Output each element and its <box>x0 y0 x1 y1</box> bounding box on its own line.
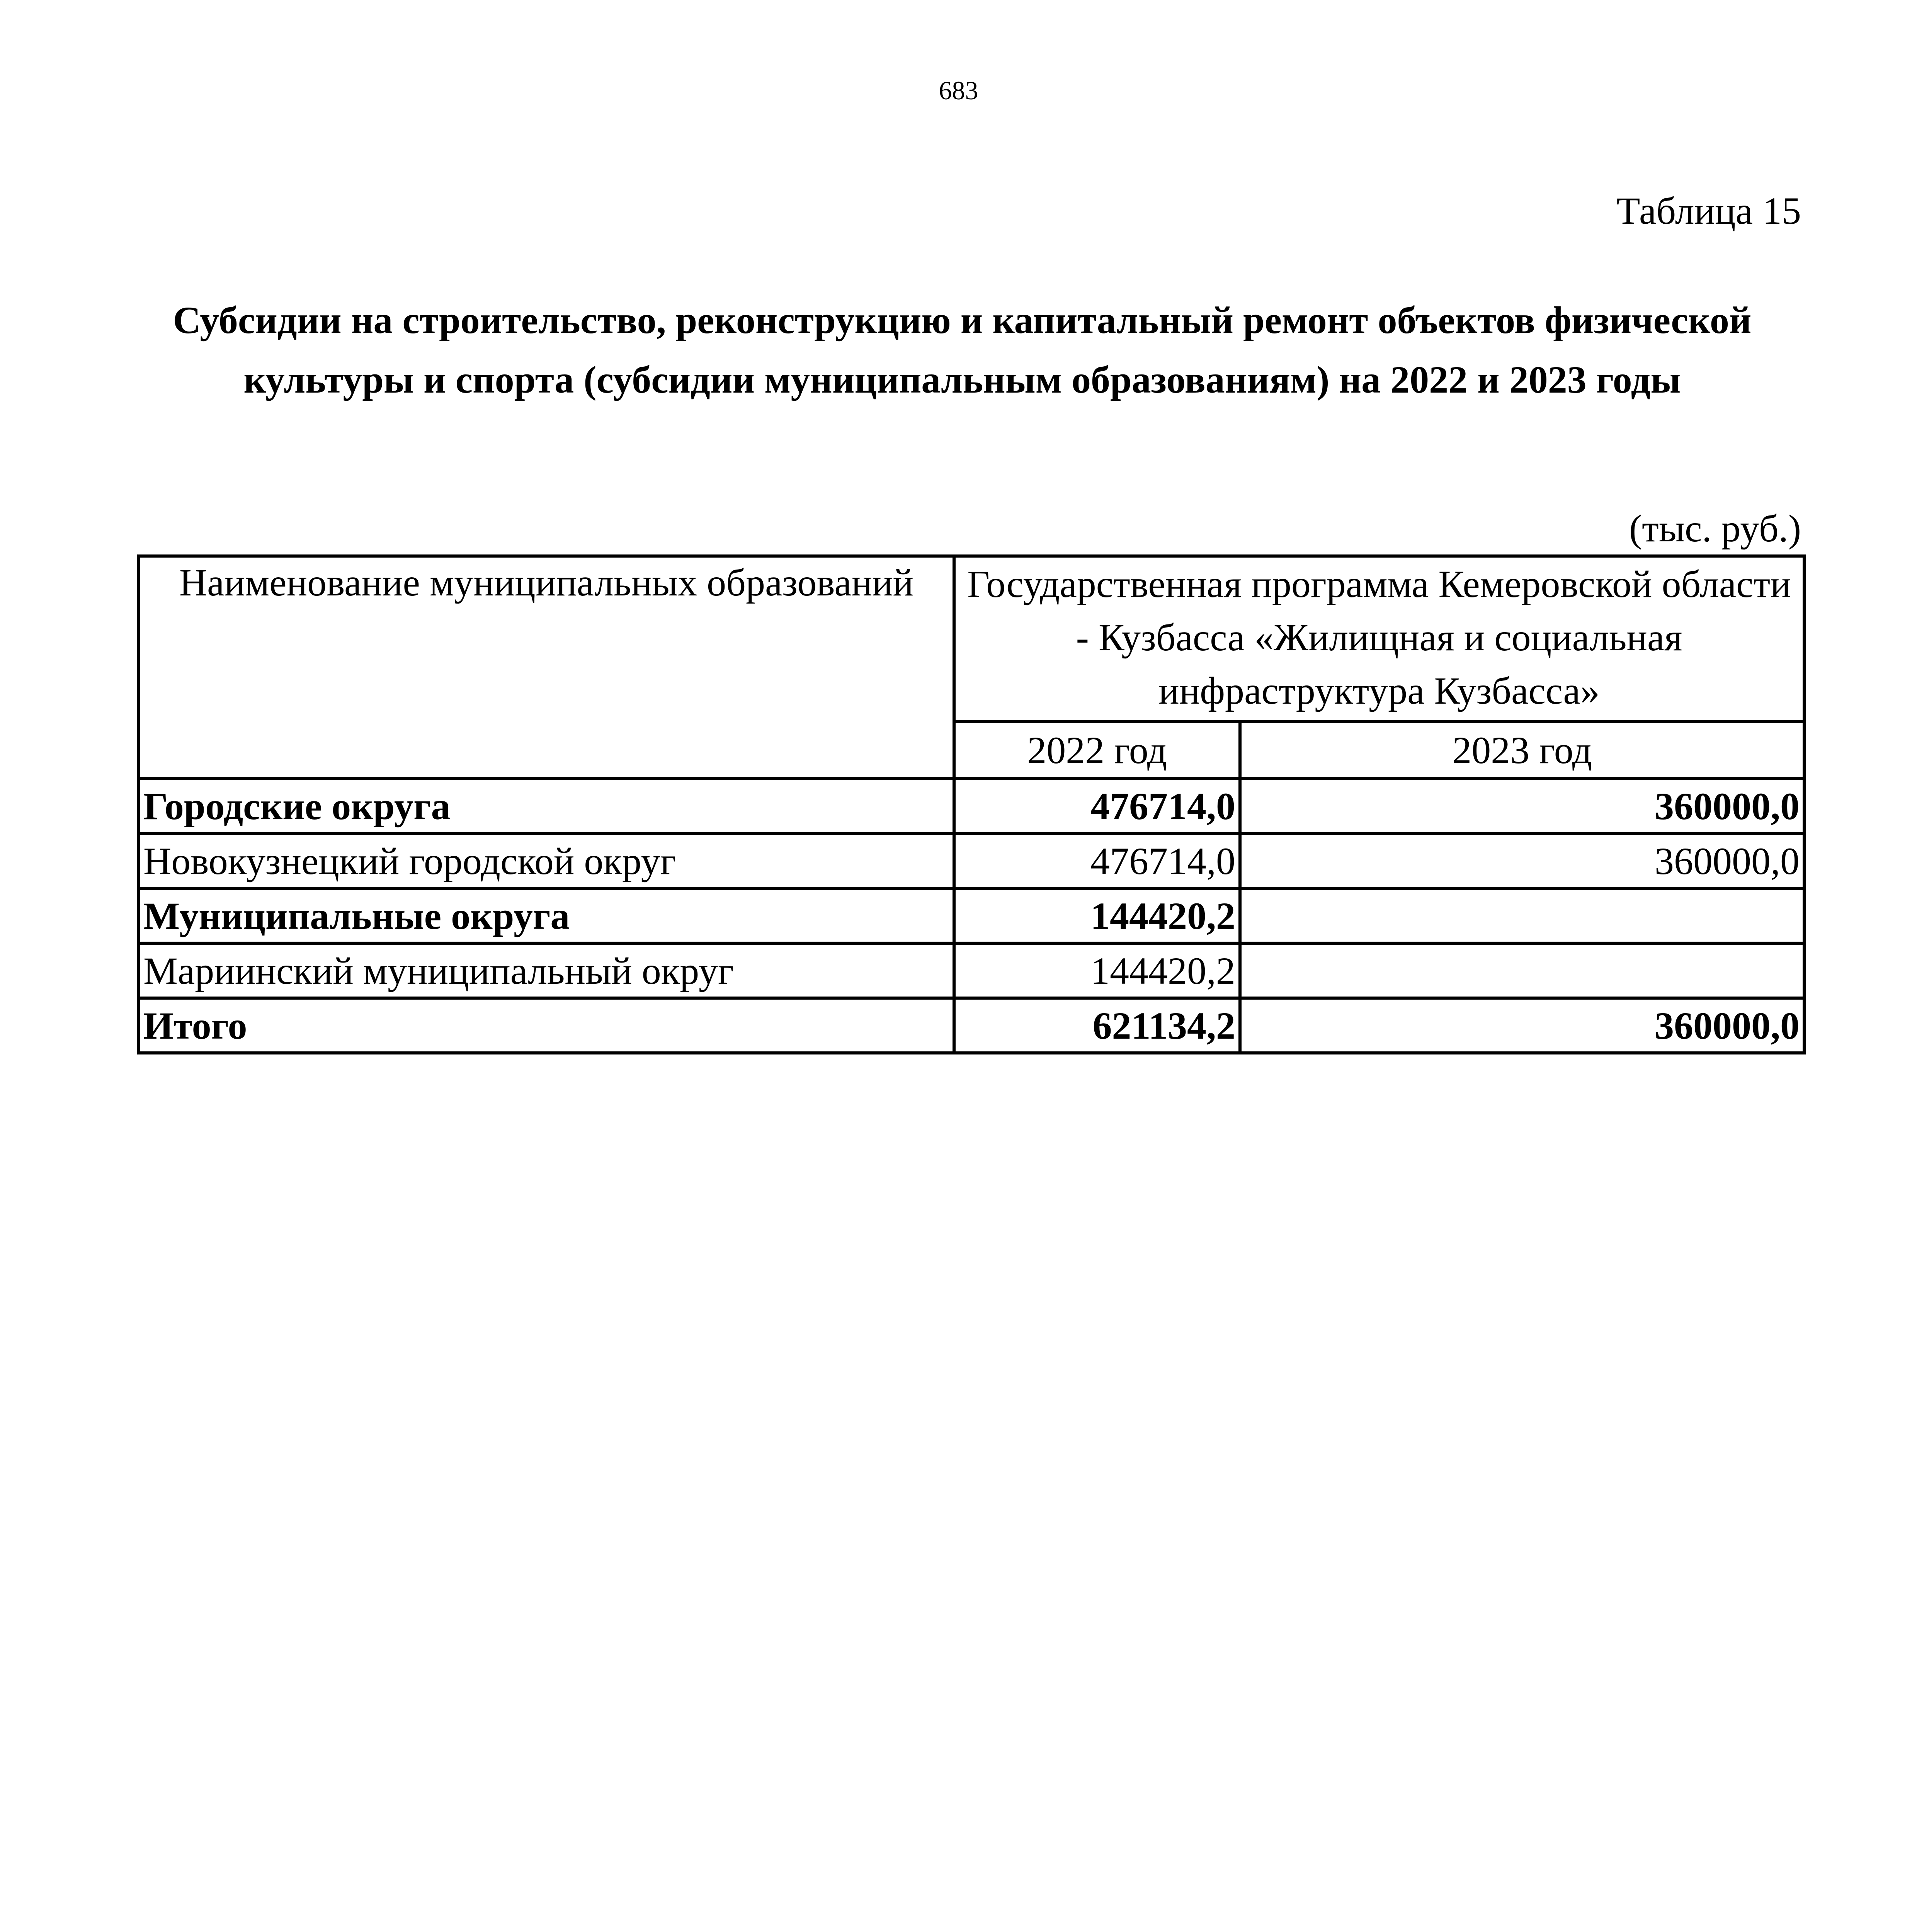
row-name: Итого <box>139 998 954 1053</box>
row-value-2022: 144420,2 <box>954 888 1240 943</box>
table-row-novokuznetsk <box>139 833 1804 888</box>
header-state-program: Государственная программа Кемеровской области - Кузбасса «Жилищная и социальная инфраструктура Кузбасса» <box>954 556 1804 721</box>
page-number: 683 <box>939 76 978 105</box>
row-value-2022: 621134,2 <box>954 998 1240 1053</box>
table-row-total <box>139 998 1804 1053</box>
row-name: Мариинский муниципальный округ <box>139 943 954 998</box>
row-value-2023 <box>1240 888 1804 943</box>
header-year-2023: 2023 год <box>1240 721 1804 779</box>
table-row-municipal-districts <box>139 888 1804 943</box>
row-name: Новокузнецкий городской округ <box>139 833 954 888</box>
table-row-mariinsk <box>139 943 1804 998</box>
document-title: Субсидии на строительство, реконструкцию и капитальный ремонт объектов физической культуры и спорта (субсидии муниципальным образованиям) на 2022 и 2023 годы <box>173 299 1752 401</box>
row-value-2022: 144420,2 <box>954 943 1240 998</box>
row-value-2023: 360000,0 <box>1240 998 1804 1053</box>
table-label: Таблица 15 <box>1616 189 1801 232</box>
row-value-2023 <box>1240 943 1804 998</box>
row-name: Муниципальные округа <box>139 888 954 943</box>
row-value-2023: 360000,0 <box>1240 833 1804 888</box>
table-row-urban-districts <box>139 779 1804 833</box>
row-value-2022: 476714,0 <box>954 779 1240 833</box>
row-value-2023: 360000,0 <box>1240 779 1804 833</box>
units-label: (тыс. руб.) <box>1629 507 1801 550</box>
subsidies-table <box>137 554 1806 1054</box>
row-value-2022: 476714,0 <box>954 833 1240 888</box>
header-year-2022: 2022 год <box>954 721 1240 779</box>
header-municipality-name: Наименование муниципальных образований <box>139 556 954 779</box>
row-name: Городские округа <box>139 779 954 833</box>
